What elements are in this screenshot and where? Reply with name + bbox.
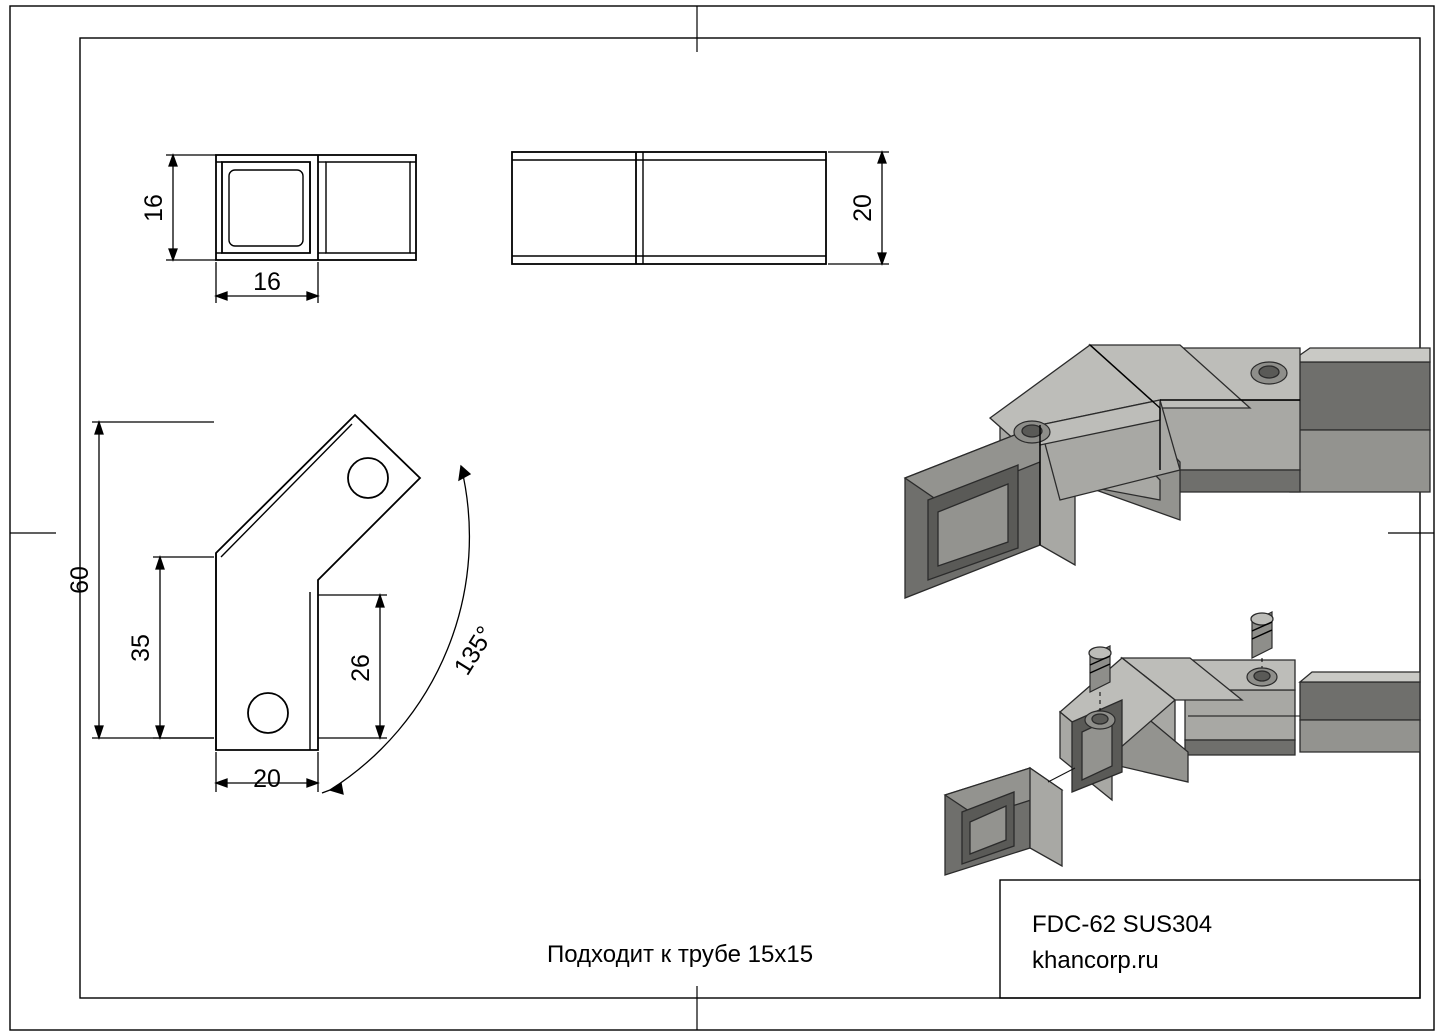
dimension-label-20-horizontal: 20	[253, 765, 281, 793]
title-block-part-number: FDC-62 SUS304	[1032, 911, 1213, 938]
note-tube-size: Подходит к трубе 15x15	[546, 941, 814, 968]
dimension-label-26: 26	[347, 654, 375, 682]
dimension-label-16-vertical: 16	[140, 194, 168, 222]
dimension-label-16-horizontal: 16	[253, 268, 281, 296]
title-block-website: khancorp.ru	[1032, 947, 1159, 974]
dimension-label-60: 60	[66, 566, 94, 594]
dimension-label-35: 35	[127, 634, 155, 662]
dimension-label-20-vertical: 20	[849, 194, 877, 222]
dimension-label-135-angle: 135°	[448, 621, 500, 681]
